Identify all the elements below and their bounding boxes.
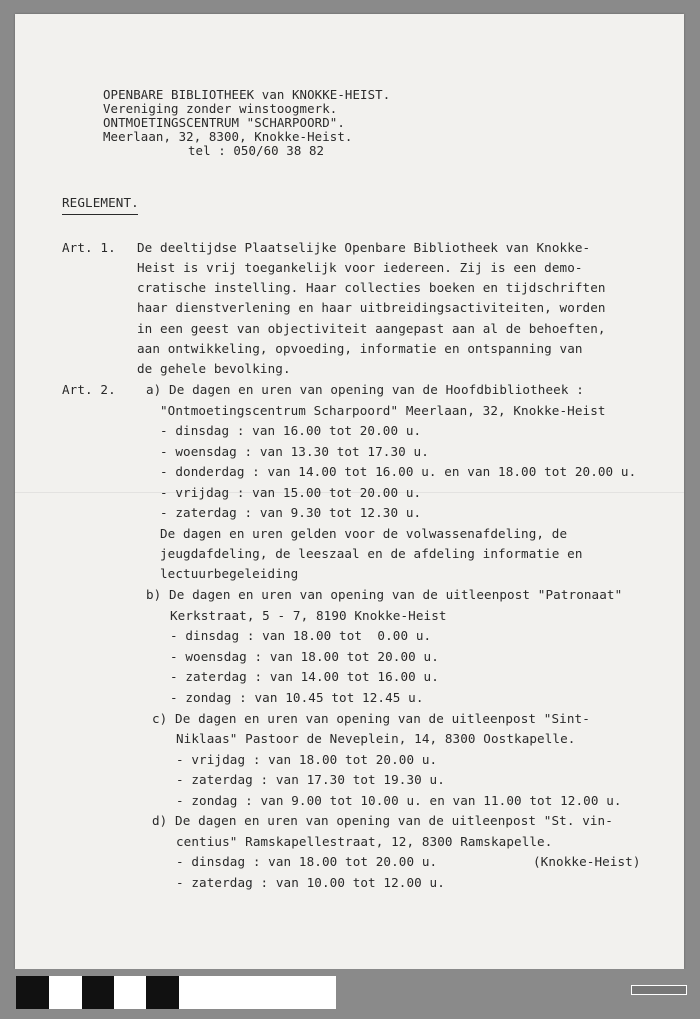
title-underline [62, 214, 138, 215]
art2a-day-1: - dinsdag : van 16.00 tot 20.00 u. [160, 423, 422, 438]
art2b-day-3: - zaterdag : van 14.00 tot 16.00 u. [170, 669, 439, 684]
color-target-black-3 [146, 976, 179, 1009]
art1-line-1: De deeltijdse Plaatselijke Openbare Bibliotheek van Knokke- [137, 240, 591, 255]
art2a-note-2: jeugdafdeling, de leeszaal en de afdeling informatie en [160, 546, 583, 561]
art2a-intro-1: a) De dagen en uren van opening van de Hoofdbibliotheek : [146, 382, 584, 397]
art2b-day-2: - woensdag : van 18.00 tot 20.00 u. [170, 649, 439, 664]
art1-line-2: Heist is vrij toegankelijk voor iedereen. Zij is een demo- [137, 260, 583, 275]
art2a-day-2: - woensdag : van 13.30 tot 17.30 u. [160, 444, 429, 459]
header-line-4: Meerlaan, 32, 8300, Knokke-Heist. [103, 129, 353, 144]
art2b-day-4: - zondag : van 10.45 tot 12.45 u. [170, 690, 424, 705]
color-target-white-3 [179, 976, 336, 1009]
document-title: REGLEMENT. [62, 195, 139, 210]
art2c-day-1: - vrijdag : van 18.00 tot 20.00 u. [176, 752, 438, 767]
art1-line-5: in een geest van objectiviteit aangepast aan al de behoeften, [137, 321, 606, 336]
art1-line-3: cratische instelling. Haar collecties boeken en tijdschriften [137, 280, 606, 295]
art1-line-6: aan ontwikkeling, opvoeding, informatie en ontspanning van [137, 341, 583, 356]
art2a-note-1: De dagen en uren gelden voor de volwassenafdeling, de [160, 526, 568, 541]
art2d-day-1: - dinsdag : van 18.00 tot 20.00 u. [176, 854, 438, 869]
header-line-1: OPENBARE BIBLIOTHEEK van KNOKKE-HEIST. [103, 87, 391, 102]
art2c-intro-2: Niklaas" Pastoor de Neveplein, 14, 8300 Oostkapelle. [176, 731, 576, 746]
art2a-intro-2: "Ontmoetingscentrum Scharpoord" Meerlaan, 32, Knokke-Heist [160, 403, 606, 418]
color-target-white-1 [49, 976, 82, 1009]
art2c-day-3: - zondag : van 9.00 tot 10.00 u. en van 11.00 tot 12.00 u. [176, 793, 622, 808]
color-target-black-1 [16, 976, 49, 1009]
art2b-day-1: - dinsdag : van 18.00 tot 0.00 u. [170, 628, 432, 643]
art2d-day-1-note: (Knokke-Heist) [533, 854, 641, 869]
art2d-intro-2: centius" Ramskapellestraat, 12, 8300 Ramskapelle. [176, 834, 553, 849]
color-target-black-2 [82, 976, 114, 1009]
art2c-intro-1: c) De dagen en uren van opening van de uitleenpost "Sint- [152, 711, 590, 726]
art2-label: Art. 2. [62, 382, 116, 397]
header-line-3: ONTMOETINGSCENTRUM "SCHARPOORD". [103, 115, 345, 130]
art1-label: Art. 1. [62, 240, 116, 255]
art2c-day-2: - zaterdag : van 17.30 tot 19.30 u. [176, 772, 445, 787]
art1-line-4: haar dienstverlening en haar uitbreidingsactiviteiten, worden [137, 300, 606, 315]
header-line-2: Vereniging zonder winstoogmerk. [103, 101, 338, 116]
art2a-day-4: - vrijdag : van 15.00 tot 20.00 u. [160, 485, 422, 500]
scale-bar [631, 985, 687, 995]
art2d-intro-1: d) De dagen en uren van opening van de uitleenpost "St. vin- [152, 813, 613, 828]
header-phone: tel : 050/60 38 82 [188, 143, 325, 158]
art2d-day-2: - zaterdag : van 10.00 tot 12.00 u. [176, 875, 445, 890]
art2a-day-5: - zaterdag : van 9.30 tot 12.30 u. [160, 505, 422, 520]
color-target-white-2 [114, 976, 146, 1009]
art2a-note-3: lectuurbegeleiding [160, 566, 299, 581]
art2b-intro-1: b) De dagen en uren van opening van de uitleenpost "Patronaat" [146, 587, 623, 602]
art1-line-7: de gehele bevolking. [137, 361, 291, 376]
art2b-intro-2: Kerkstraat, 5 - 7, 8190 Knokke-Heist [170, 608, 447, 623]
art2a-day-3: - donderdag : van 14.00 tot 16.00 u. en van 18.00 tot 20.00 u. [160, 464, 637, 479]
